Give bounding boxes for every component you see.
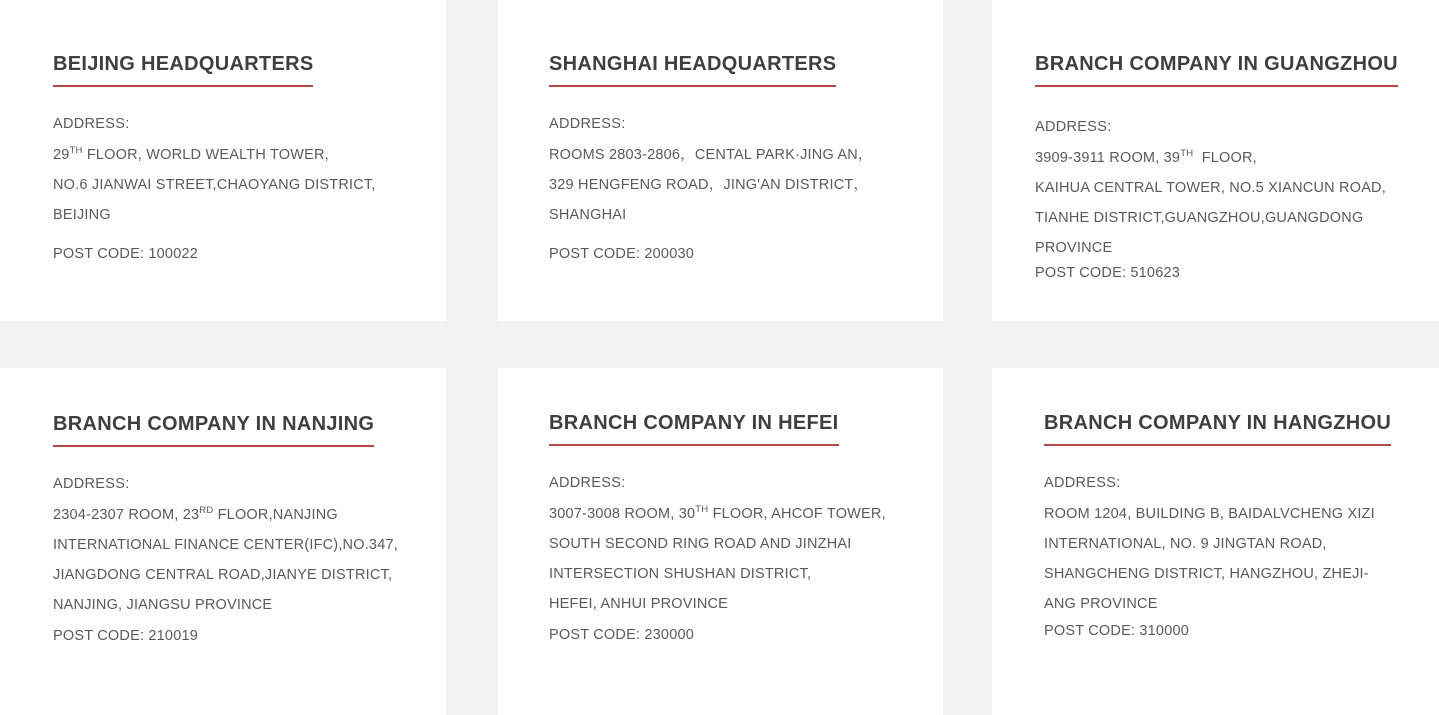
address-line: ROOMS 2803-2806，CENTAL PARK·JING AN， [549, 147, 873, 163]
office-title: BRANCH COMPANY IN GUANGZHOU [1035, 53, 1398, 87]
post-code: POST CODE: 100022 [53, 246, 198, 262]
address-lines [1035, 143, 1439, 263]
ordinal-suffix: TH [695, 504, 709, 516]
office-card-guangzhou [992, 0, 1439, 321]
address-label: ADDRESS: [549, 116, 626, 132]
office-card-shanghai-headquarters [498, 0, 943, 321]
address-line: JIANGDONG CENTRAL ROAD,JIANYE DISTRICT, [53, 567, 393, 583]
address-line: PROVINCE [1035, 240, 1113, 256]
ordinal-suffix: RD [199, 505, 214, 517]
address-line: BEIJING [53, 207, 111, 223]
address-line: INTERSECTION SHUSHAN DISTRICT, [549, 566, 812, 582]
office-card-content [53, 53, 446, 262]
address-lines [549, 140, 943, 230]
post-code: POST CODE: 210019 [53, 628, 198, 644]
office-card-hefei [498, 368, 943, 715]
address-line: TIANHE DISTRICT,GUANGZHOU,GUANGDONG [1035, 210, 1364, 226]
address-label: ADDRESS: [53, 116, 130, 132]
address-line: HEFEI, ANHUI PROVINCE [549, 596, 729, 612]
post-code: POST CODE: 510623 [1035, 265, 1180, 281]
ordinal-suffix: TH [69, 145, 83, 157]
office-card-beijing-headquarters [0, 0, 446, 321]
address-line: 3007-3008 ROOM, 30TH FLOOR, AHCOF TOWER, [549, 504, 886, 522]
address-lines [53, 500, 446, 620]
office-title: BRANCH COMPANY IN NANJING [53, 413, 374, 447]
address-line: 3909-3911 ROOM, 39TH FLOOR, [1035, 148, 1257, 166]
office-card-nanjing [0, 368, 446, 715]
post-code: POST CODE: 200030 [549, 246, 694, 262]
address-label: ADDRESS: [549, 475, 626, 491]
address-line: KAIHUA CENTRAL TOWER, NO.5 XIANCUN ROAD, [1035, 180, 1386, 196]
office-card-content [53, 413, 446, 644]
office-title: SHANGHAI HEADQUARTERS [549, 53, 836, 87]
office-title: BEIJING HEADQUARTERS [53, 53, 313, 87]
address-line: SOUTH SECOND RING ROAD AND JINZHAI [549, 536, 852, 552]
post-code: POST CODE: 230000 [549, 627, 694, 643]
ordinal-suffix: TH [1180, 148, 1194, 160]
address-line: ROOM 1204, BUILDING B, BAIDALVCHENG XIZI [1044, 506, 1375, 522]
address-label: ADDRESS: [1044, 475, 1121, 491]
address-line: ANG PROVINCE [1044, 596, 1158, 612]
address-line: INTERNATIONAL FINANCE CENTER(IFC),NO.347, [53, 537, 398, 553]
office-card-content [1035, 53, 1439, 281]
address-line: INTERNATIONAL, NO. 9 JINGTAN ROAD, [1044, 536, 1327, 552]
office-title: BRANCH COMPANY IN HANGZHOU [1044, 412, 1391, 446]
office-card-content [1044, 412, 1439, 639]
address-line: NANJING, JIANGSU PROVINCE [53, 597, 273, 613]
address-line: NO.6 JIANWAI STREET,CHAOYANG DISTRICT, [53, 177, 376, 193]
address-label: ADDRESS: [53, 476, 130, 492]
address-line: 2304-2307 ROOM, 23RD FLOOR,NANJING [53, 505, 338, 523]
address-line: SHANGCHENG DISTRICT, HANGZHOU, ZHEJI- [1044, 566, 1369, 582]
address-line: 329 HENGFENG ROAD，JING'AN DISTRICT， [549, 177, 869, 193]
address-label: ADDRESS: [1035, 119, 1112, 135]
office-card-content [549, 412, 943, 643]
address-lines [549, 499, 943, 619]
office-card-hangzhou [992, 368, 1439, 715]
address-lines [1044, 499, 1439, 619]
address-line: SHANGHAI [549, 207, 627, 223]
office-title: BRANCH COMPANY IN HEFEI [549, 412, 839, 446]
office-card-content [549, 53, 943, 262]
post-code: POST CODE: 310000 [1044, 623, 1189, 639]
address-lines [53, 140, 446, 230]
address-line: 29TH FLOOR, WORLD WEALTH TOWER, [53, 145, 329, 163]
